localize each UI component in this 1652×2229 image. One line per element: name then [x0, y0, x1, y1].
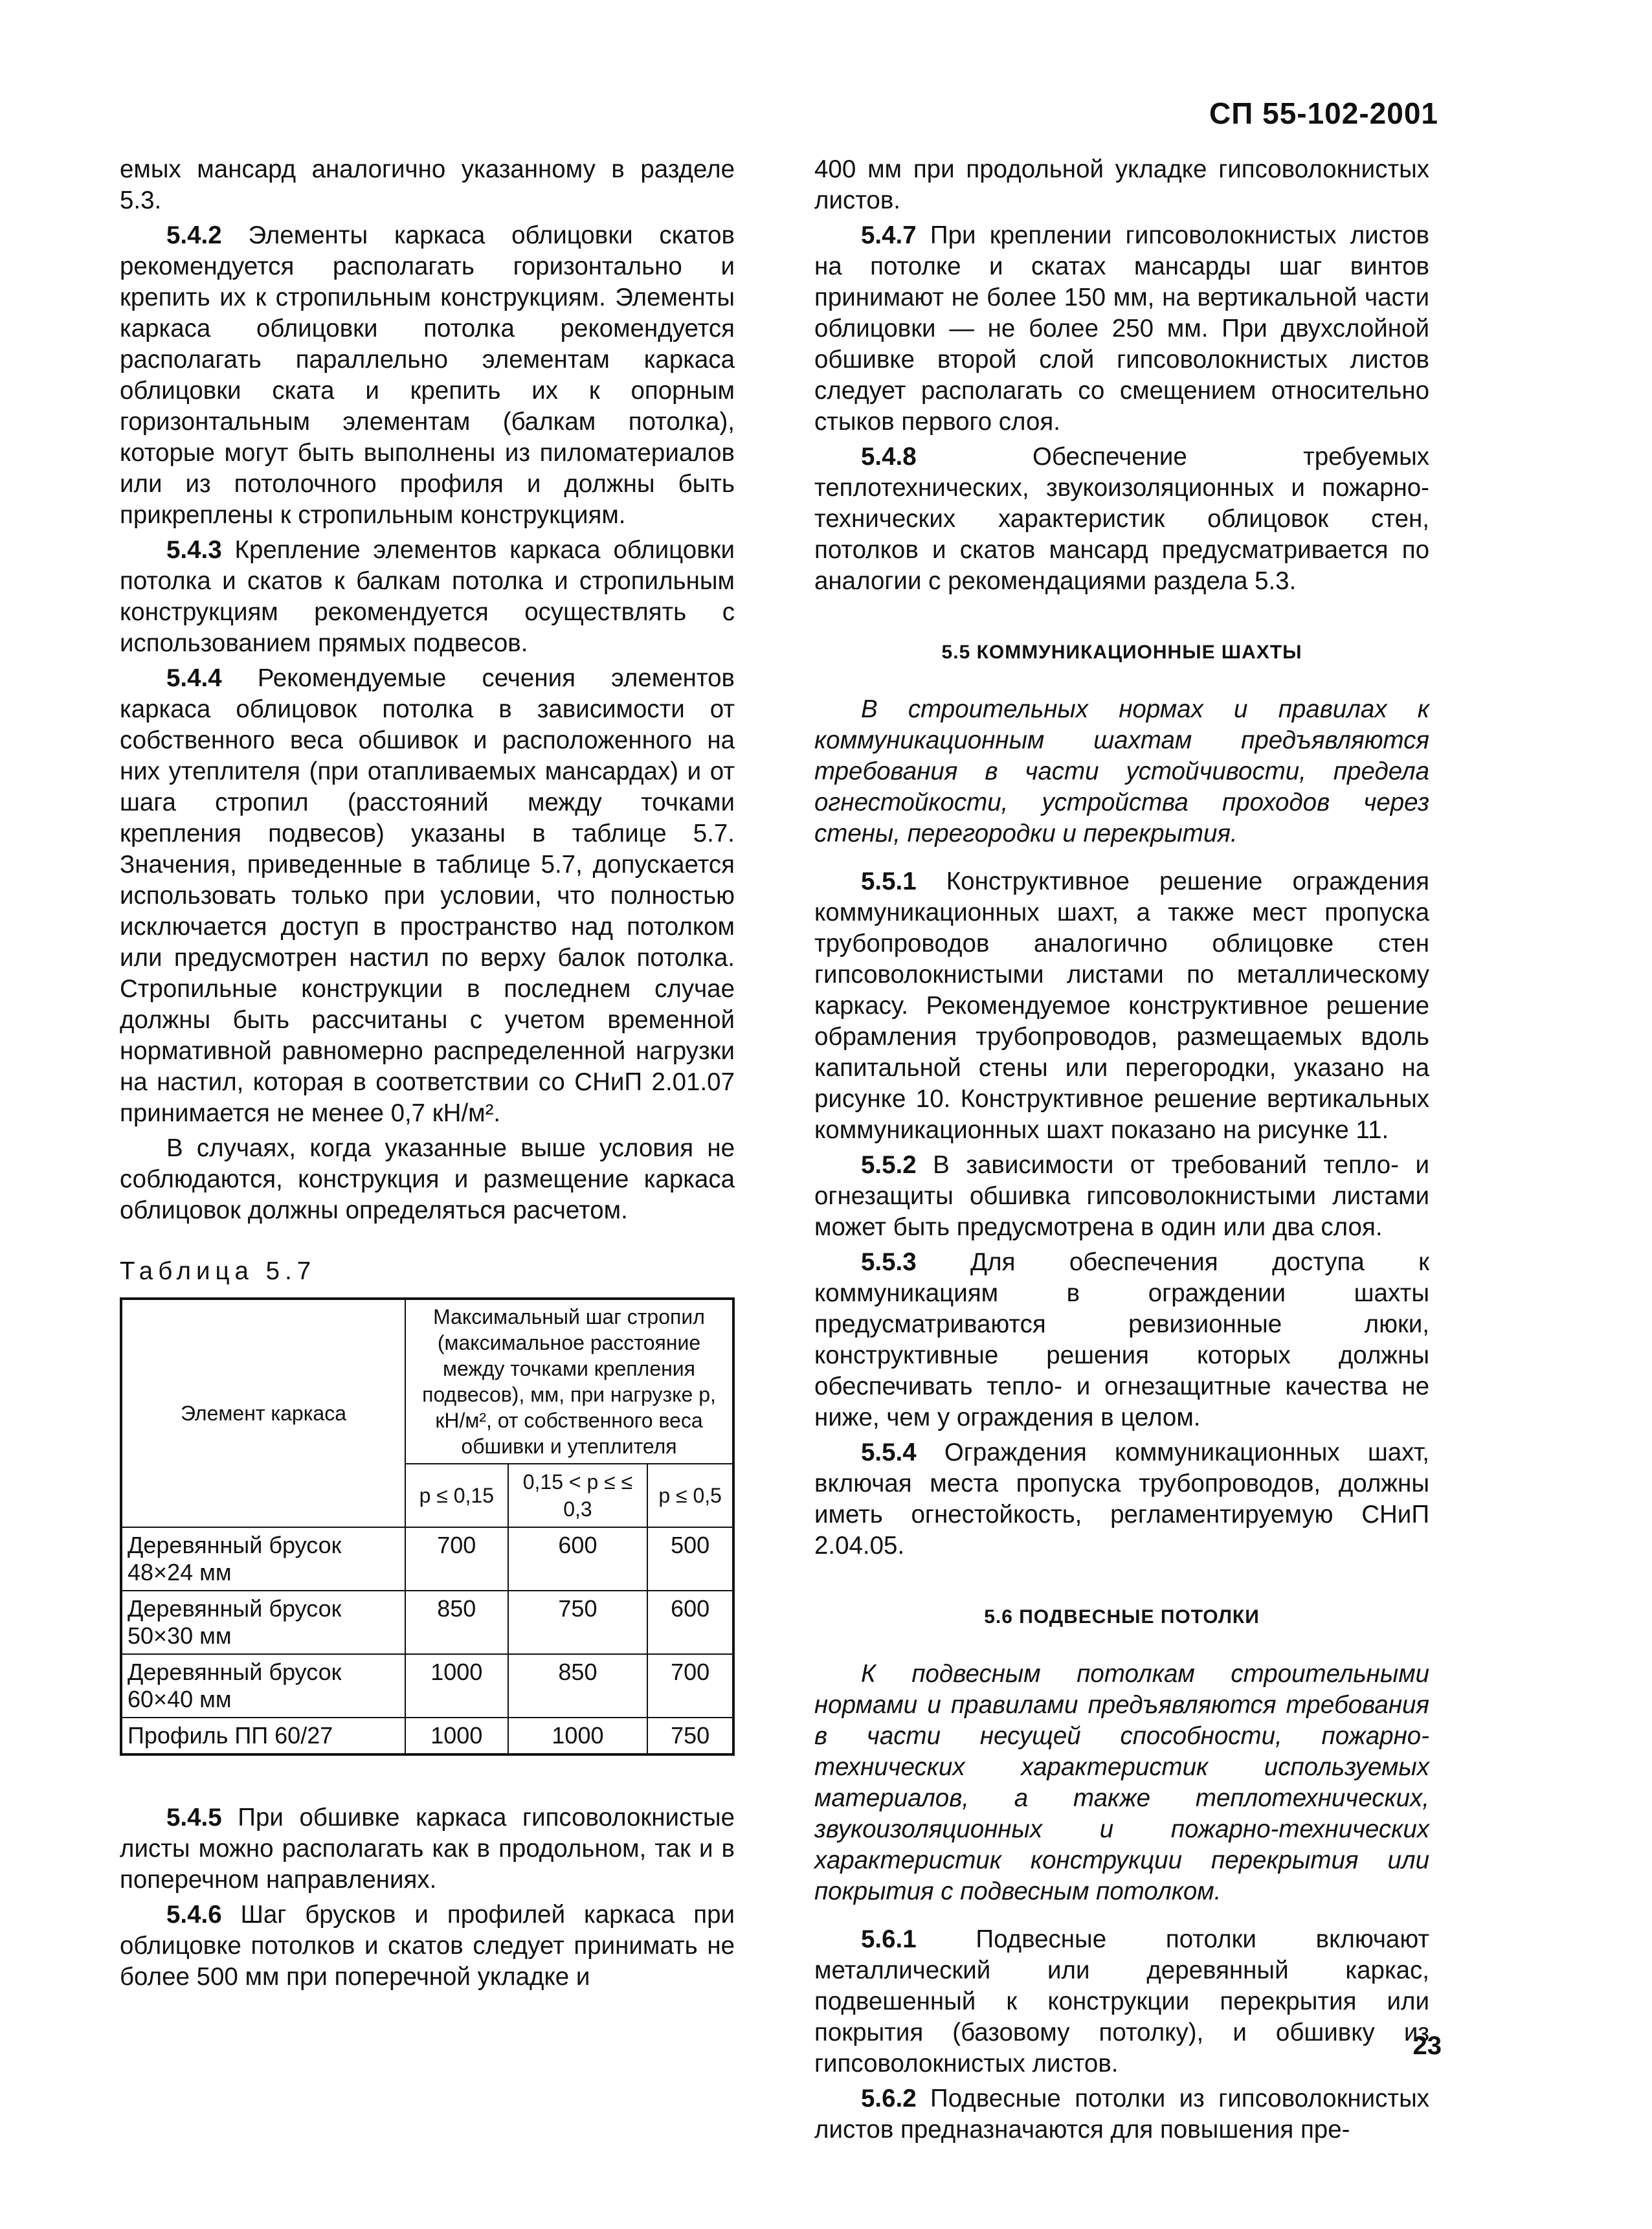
clause-number: 5.4.5: [166, 1804, 222, 1831]
clause-5-4-8: [814, 442, 1429, 597]
page-number: 23: [1412, 2032, 1442, 2060]
clause-number: 5.5.3: [861, 1248, 917, 1276]
clause-number: 5.5.2: [861, 1151, 917, 1179]
table-5-7: [120, 1297, 735, 1756]
left-column: [120, 154, 735, 1997]
table-cell-value: 850: [405, 1591, 508, 1654]
table-cell-value: 500: [647, 1527, 733, 1591]
table-header-element: Элемент каркаса: [121, 1299, 405, 1527]
paragraph-continuation: 400 мм при продольной укладке гипсоволокнистых листов.: [814, 155, 1429, 214]
clause-number: 5.4.7: [861, 221, 917, 249]
clause-number: 5.6.2: [861, 2085, 917, 2112]
clause-number: 5.4.3: [166, 536, 222, 564]
clause-5-4-7: [814, 220, 1429, 438]
clause-text: Элементы каркаса облицовки скатов рекомендуется располагать горизонтально и крепить их к стропильным конструкциям. Элементы каркаса облицовки потолка рекомендуется располагать параллельно элементам каркаса облицовки ската и крепить их к опорным горизонтальным элементам (балкам потолка), которые могут быть выполнены из пиломатериалов или из потолочного профиля и должны быть прикреплены к стропильным конструкциям.: [120, 221, 735, 529]
clause-5-5-1: [814, 866, 1429, 1146]
table-subheader-load-1: p ≤ 0,15: [405, 1464, 508, 1527]
table-cell-element: Деревянный брусок 60×40 мм: [121, 1654, 405, 1718]
clause-number: 5.4.8: [861, 443, 917, 471]
section-title-5-5: 5.5 КОММУНИКАЦИОННЫЕ ШАХТЫ: [941, 642, 1302, 663]
paragraph-calculation: В случаях, когда указанные выше условия не соблюдаются, конструкция и размещение каркаса облицовок должны определяться расчетом.: [120, 1134, 735, 1224]
clause-5-5-2: [814, 1150, 1429, 1243]
clause-text: Шаг брусков и профилей каркаса при облицовке потолков и скатов следует принимать не более 500 мм при поперечной укладке и: [120, 1901, 735, 1991]
clause-number: 5.4.6: [166, 1901, 222, 1929]
clause-text: Конструктивное решение ограждения коммуникационных шахт, а также мест пропуска трубопроводов аналогично облицовке стен гипсоволокнистыми листами по металлическому каркасу. Рекомендуемое конструктивное решение обрамления трубопроводов, размещаемых вдоль капитальной стены или перегородки, указано на рисунке 10. Конструктивное решение вертикальных коммуникационных шахт показано на рисунке 11.: [814, 868, 1429, 1144]
clause-text: Для обеспечения доступа к коммуникациям в ограждении шахты предусматриваются ревизионные люки, конструктивные решения которых должны обеспечивать тепло- и огнезащитные качества не ниже, чем у ограждения в целом.: [814, 1248, 1429, 1431]
table-cell-value: 850: [508, 1654, 648, 1718]
table-cell-value: 700: [405, 1527, 508, 1591]
clause-5-4-5: [120, 1802, 735, 1896]
clause-text: Рекомендуемые сечения элементов каркаса облицовок потолка в зависимости от собственного веса обшивок и расположенного на них утеплителя (при отапливаемых мансардах) и от шага стропил (расстояний между точками крепления подвесов) указаны в таблице 5.7. Значения, приведенные в таблице 5.7, допускается использовать только при условии, что полностью исключается доступ в пространство над потолком или предусмотрен настил по верху балок потолка. Стропильные конструкции в последнем случае должны быть рассчитаны с учетом временной нормативной равномерно распределенной нагрузки на настил, которая в соответствии со СНиП 2.01.07 принимается не менее 0,7 кН/м².: [120, 664, 735, 1127]
right-column: [814, 154, 1429, 2149]
table-cell-value: 700: [647, 1654, 733, 1718]
document-code: СП 55-102-2001: [1209, 96, 1438, 130]
clause-number: 5.4.2: [166, 221, 222, 249]
table-row: [121, 1654, 733, 1718]
clause-5-6-1: [814, 1924, 1429, 2079]
clause-number: 5.5.4: [861, 1439, 917, 1466]
table-cell-element: Деревянный брусок 48×24 мм: [121, 1527, 405, 1591]
table-caption: Таблица 5.7: [120, 1257, 317, 1285]
table-header-row: [121, 1299, 733, 1464]
clause-text: В зависимости от требований тепло- и огнезащиты обшивка гипсоволокнистыми листами может быть предусмотрена в один или два слоя.: [814, 1151, 1429, 1241]
section-intro-5-6: К подвесным потолкам строительными нормами и правилами предъявляются требования в части несущей способности, пожарно-технических характеристик используемых материалов, а также теплотехнических, звукоизоляционных и пожарно-технических характеристик конструкции перекрытия или покрытия с подвесным потолком.: [814, 1660, 1429, 1905]
clause-5-5-3: [814, 1247, 1429, 1433]
table-cell-element: Профиль ПП 60/27: [121, 1718, 405, 1754]
section-title-5-6: 5.6 ПОДВЕСНЫЕ ПОТОЛКИ: [984, 1606, 1260, 1628]
clause-5-5-4: [814, 1437, 1429, 1562]
clause-5-4-2: [120, 220, 735, 531]
clause-text: Обеспечение требуемых теплотехнических, звукоизоляционных и пожарно-технических характеристик облицовок стен, потолков и скатов мансард предусматривается по аналогии с рекомендациями раздела 5.3.: [814, 443, 1429, 595]
table-cell-value: 600: [508, 1527, 648, 1591]
table-row: [121, 1718, 733, 1754]
table-cell-value: 1000: [405, 1654, 508, 1718]
clause-text: При креплении гипсоволокнистых листов на потолке и скатах мансарды шаг винтов принимают не более 150 мм, на вертикальной части облицовки — не более 250 мм. При двухслойной обшивке второй слой гипсоволокнистых листов следует располагать со смещением относительно стыков первого слоя.: [814, 221, 1429, 436]
table-row: [121, 1527, 733, 1591]
table-header-max-step: Максимальный шаг стропил (максимальное расстояние между точками крепления подвесов), мм, при нагрузке p, кН/м², от собственного веса обшивки и утеплителя: [405, 1299, 733, 1464]
clause-text: При обшивке каркаса гипсоволокнистые листы можно располагать как в продольном, так и в поперечном направлениях.: [120, 1804, 735, 1894]
table-cell-value: 750: [647, 1718, 733, 1754]
clause-5-6-2: [814, 2083, 1429, 2145]
clause-text: Подвесные потолки из гипсоволокнистых листов предназначаются для повышения пре-: [814, 2085, 1429, 2144]
clause-number: 5.4.4: [166, 664, 222, 692]
paragraph-continuation: емых мансард аналогично указанному в разделе 5.3.: [120, 155, 735, 214]
table-row: [121, 1591, 733, 1654]
table-cell-element: Деревянный брусок 50×30 мм: [121, 1591, 405, 1654]
table-subheader-load-2: 0,15 < p ≤ ≤ 0,3: [508, 1464, 648, 1527]
table-cell-value: 600: [647, 1591, 733, 1654]
table-cell-value: 1000: [405, 1718, 508, 1754]
clause-number: 5.5.1: [861, 868, 917, 895]
clause-text: Крепление элементов каркаса облицовки потолка и скатов к балкам потолка и стропильным конструкциям рекомендуется осуществлять с использованием прямых подвесов.: [120, 536, 735, 657]
table-cell-value: 750: [508, 1591, 648, 1654]
clause-number: 5.6.1: [861, 1925, 917, 1953]
clause-5-4-3: [120, 535, 735, 659]
section-intro-5-5: В строительных нормах и правилах к коммуникационным шахтам предъявляются требования в части устойчивости, предела огнестойкости, устройства проходов через стены, перегородки и перекрытия.: [814, 695, 1429, 847]
clause-text: Подвесные потолки включают металлический или деревянный каркас, подвешенный к конструкции перекрытия или покрытия (базовому потолку), и обшивку из гипсоволокнистых листов.: [814, 1925, 1429, 2078]
table-cell-value: 1000: [508, 1718, 648, 1754]
clause-text: Ограждения коммуникационных шахт, включая места пропуска трубопроводов, должны иметь огнестойкость, регламентируемую СНиП 2.04.05.: [814, 1439, 1429, 1560]
table-subheader-load-3: p ≤ 0,5: [647, 1464, 733, 1527]
clause-5-4-4: [120, 663, 735, 1129]
clause-5-4-6: [120, 1899, 735, 1993]
